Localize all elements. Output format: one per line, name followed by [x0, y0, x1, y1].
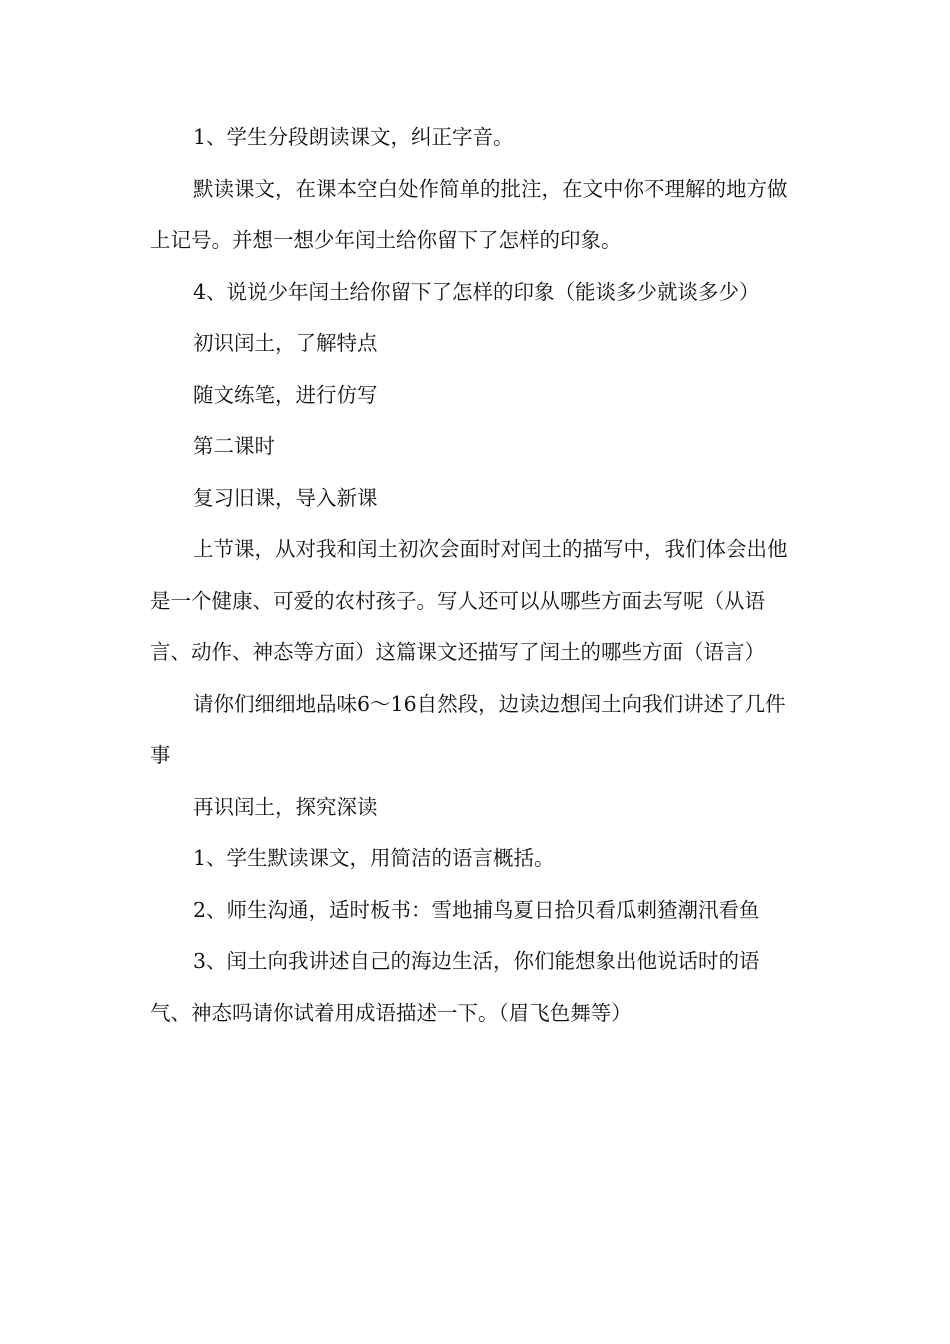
paragraph-10: 再识闰土，探究深读	[193, 794, 378, 819]
paragraph-2: 默读课文，在课本空白处作简单的批注，在文中你不理解的地方做上记号。并想一想少年闰土给你留下了怎样的印象。	[150, 176, 788, 252]
paragraph-11: 1、学生默读课文，用简洁的语言概括。	[193, 846, 555, 870]
paragraph-13: 3、闰土向我讲述自己的海边生活，你们能想象出他说话时的语气、神态吗请你试着用成语描述一下。（眉飞色舞等）	[150, 949, 760, 1025]
paragraph-9: 请你们细细地品味6～16自然段，边读边想闰土向我们讲述了几件事	[150, 691, 786, 767]
section-heading-lesson-2: 第二课时	[193, 434, 275, 458]
paragraph-3: 4、说说少年闰土给你留下了怎样的印象（能谈多少就谈多少）	[193, 279, 760, 304]
document-body	[150, 112, 800, 1039]
paragraph-4: 初识闰土，了解特点	[193, 331, 378, 355]
paragraph-8: 上节课，从对我和闰土初次会面时对闰土的描写中，我们体会出他是一个健康、可爱的农村孩子。写人还可以从哪些方面去写呢（从语言、动作、神态等方面）这篇课文还描写了闰土的哪些方面（语言）	[150, 537, 788, 664]
paragraph-7: 复习旧课，导入新课	[193, 485, 378, 510]
paragraph-1: 1、学生分段朗读课文，纠正字音。	[193, 125, 514, 149]
paragraph-12: 2、师生沟通，适时板书：雪地捕鸟夏日拾贝看瓜刺猹潮汛看鱼	[193, 897, 760, 922]
paragraph-5: 随文练笔，进行仿写	[193, 382, 378, 407]
